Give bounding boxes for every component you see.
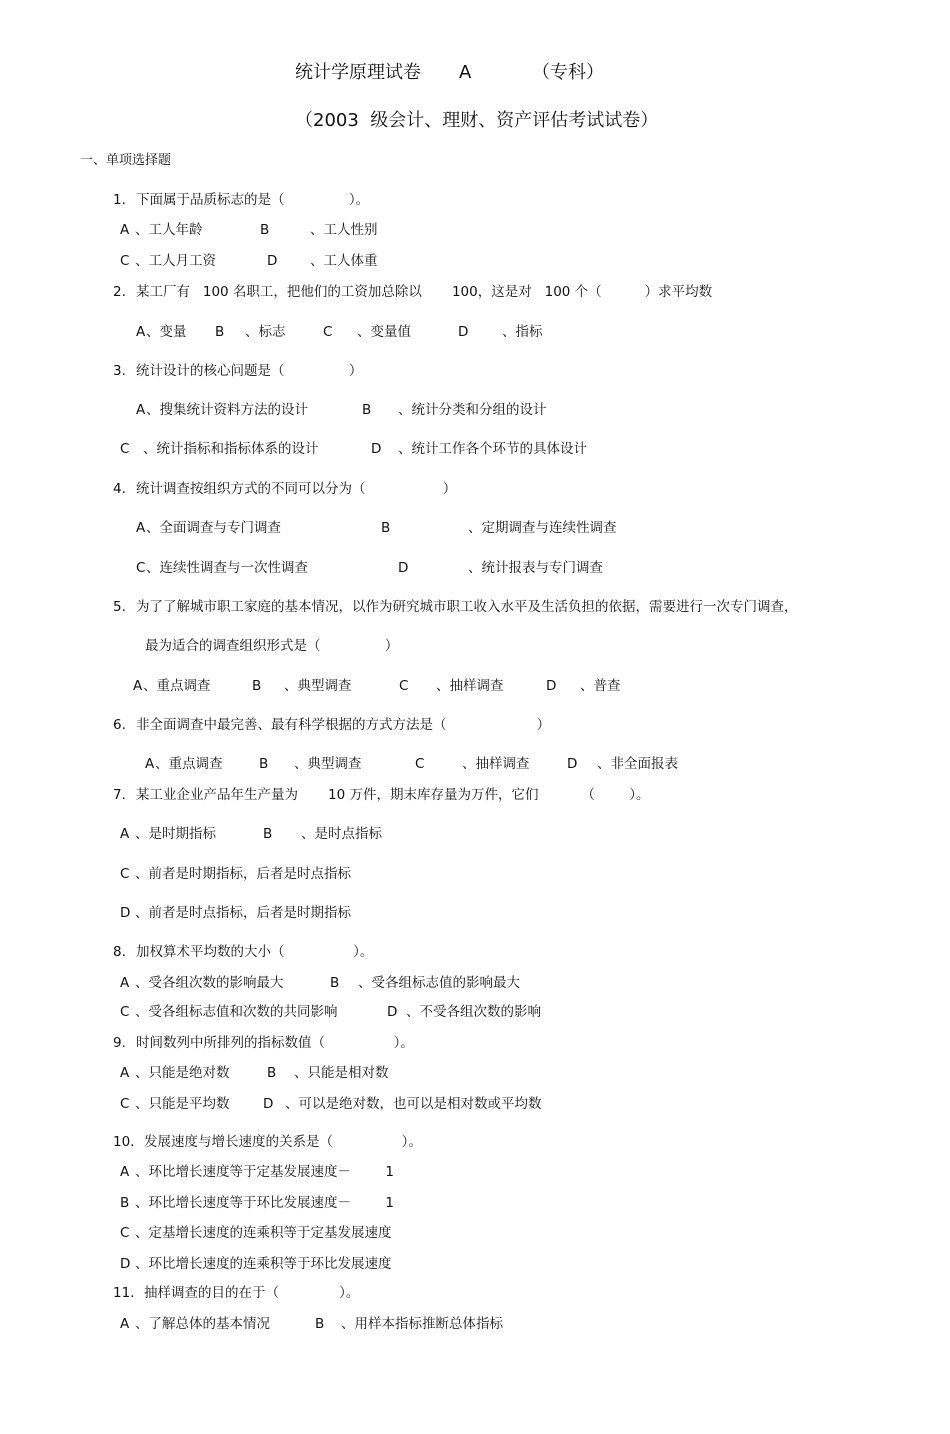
option-letter: C — [120, 1096, 130, 1112]
question-text: 抽样调查的目的在于（ ）。 — [144, 1285, 360, 1301]
option-text: 、统计指标和指标体系的设计 — [143, 441, 319, 457]
option-text: 、工人月工资 — [135, 253, 216, 269]
option-letter: A — [136, 324, 146, 340]
option-letter: B — [362, 402, 372, 418]
option-text: 、抽样调查 — [462, 756, 530, 772]
option-text: 、受各组标志值和次数的共同影响 — [135, 1004, 338, 1020]
option-text: 、环比增长速度等于环比发展速度－ 1 — [135, 1195, 394, 1211]
question-number: 7. — [113, 787, 126, 803]
option-letter: D — [546, 678, 557, 694]
option-text: 、统计工作各个环节的具体设计 — [398, 441, 587, 457]
question-text: 加权算术平均数的大小（ ）。 — [136, 944, 374, 960]
option-text: 、是时期指标 — [135, 826, 216, 842]
option-text: 、只能是绝对数 — [135, 1065, 230, 1081]
question-text: 时间数列中所排列的指标数值（ ）。 — [136, 1035, 414, 1051]
question-text: 非全面调查中最完善、最有科学根据的方式方法是（ ） — [136, 717, 551, 733]
option-text: 、变量值 — [357, 324, 411, 340]
option-text: 、标志 — [245, 324, 286, 340]
option-letter: C — [323, 324, 333, 340]
option-letter: C — [415, 756, 425, 772]
option-letter: D — [263, 1096, 274, 1112]
option-text: 、非全面报表 — [597, 756, 678, 772]
option-letter: C — [120, 1225, 130, 1241]
option-text: 、工人性别 — [310, 222, 378, 238]
option-text: 、前者是时点指标，后者是时期指标 — [135, 905, 351, 921]
option-text: 、指标 — [502, 324, 543, 340]
question-number: 5. — [113, 599, 126, 615]
option-text: 、不受各组次数的影响 — [406, 1004, 541, 1020]
question-number: 11. — [113, 1285, 135, 1301]
question-text-continued: 最为适合的调查组织形式是（ ） — [145, 638, 399, 654]
option-letter: C — [399, 678, 409, 694]
option-letter: B — [260, 222, 270, 238]
option-text: 、前者是时期指标，后者是时点指标 — [135, 866, 351, 882]
question-text: 统计设计的核心问题是（ ） — [136, 363, 363, 379]
option-text: 、重点调查 — [143, 678, 211, 694]
option-letter: B — [252, 678, 262, 694]
question-number: 9. — [113, 1035, 126, 1051]
option-letter: C — [120, 866, 130, 882]
option-letter: A — [120, 1065, 130, 1081]
option-letter: B — [259, 756, 269, 772]
question-text: 某工厂有 100 名职工，把他们的工资加总除以 100，这是对 100 个（ ）求平均数 — [136, 284, 713, 300]
option-letter: A — [120, 1316, 130, 1332]
question-number: 4. — [113, 481, 126, 497]
option-text: 、只能是平均数 — [135, 1096, 230, 1112]
section-heading: 一、单项选择题 — [80, 153, 172, 168]
option-letter: D — [567, 756, 578, 772]
option-text: 、环比增长速度等于定基发展速度－ 1 — [135, 1164, 394, 1180]
question-number: 8. — [113, 944, 126, 960]
option-letter: D — [387, 1004, 398, 1020]
option-letter: B — [215, 324, 225, 340]
option-text: 、环比增长速度的连乘积等于环比发展速度 — [135, 1256, 392, 1272]
option-letter: D — [371, 441, 382, 457]
option-letter: A — [120, 1164, 130, 1180]
option-letter: D — [120, 905, 131, 921]
exam-title: 统计学原理试卷 — [295, 62, 421, 83]
option-letter: D — [120, 1256, 131, 1272]
option-letter: B — [381, 520, 391, 536]
question-text: 某工业企业产品年生产量为 10 万件，期末库存量为万件，它们 （ ）。 — [136, 787, 650, 803]
option-letter: C — [120, 1004, 130, 1020]
option-text: 、受各组标志值的影响最大 — [358, 975, 520, 991]
question-number: 2. — [113, 284, 126, 300]
option-letter: A — [133, 678, 143, 694]
option-text: 、工人体重 — [310, 253, 378, 269]
option-text: 、连续性调查与一次性调查 — [146, 560, 308, 576]
option-text: 、典型调查 — [284, 678, 352, 694]
option-letter: B — [330, 975, 340, 991]
question-text: 下面属于品质标志的是（ ）。 — [136, 192, 370, 208]
option-text: 、定期调查与连续性调查 — [468, 520, 617, 536]
question-text: 统计调查按组织方式的不同可以分为（ ） — [136, 481, 457, 497]
option-text: 、受各组次数的影响最大 — [135, 975, 284, 991]
option-letter: C — [120, 441, 130, 457]
option-text: 、重点调查 — [155, 756, 223, 772]
option-letter: C — [120, 253, 130, 269]
option-letter: D — [267, 253, 278, 269]
option-letter: B — [315, 1316, 325, 1332]
option-letter: D — [458, 324, 469, 340]
option-letter: B — [267, 1065, 277, 1081]
option-letter: A — [120, 826, 130, 842]
option-text: 、典型调查 — [294, 756, 362, 772]
option-text: 、了解总体的基本情况 — [135, 1316, 270, 1332]
option-text: 、可以是绝对数，也可以是相对数或平均数 — [285, 1096, 542, 1112]
question-number: 3. — [113, 363, 126, 379]
option-text: 、全面调查与专门调查 — [146, 520, 281, 536]
option-letter: A — [136, 520, 146, 536]
question-number: 1. — [113, 192, 126, 208]
option-letter: A — [120, 222, 130, 238]
option-text: 、抽样调查 — [436, 678, 504, 694]
question-number: 6. — [113, 717, 126, 733]
option-letter: D — [398, 560, 409, 576]
option-letter: A — [136, 402, 146, 418]
option-letter: B — [263, 826, 273, 842]
option-text: 、是时点指标 — [301, 826, 382, 842]
option-text: 、定基增长速度的连乘积等于定基发展速度 — [135, 1225, 392, 1241]
option-text: 、变量 — [146, 324, 187, 340]
exam-level-note: （专科） — [532, 62, 604, 83]
option-letter: B — [120, 1195, 130, 1211]
exam-subtitle: （2003 级会计、理财、资产评估考试试卷） — [295, 110, 659, 131]
option-letter: A — [120, 975, 130, 991]
question-text: 为了了解城市职工家庭的基本情况，以作为研究城市职工收入水平及生活负担的依据，需要进行一次专门调查， — [136, 599, 798, 615]
option-letter: C — [136, 560, 146, 576]
option-text: 、工人年龄 — [135, 222, 203, 238]
question-text: 发展速度与增长速度的关系是（ ）。 — [144, 1134, 422, 1150]
exam-paper-letter: A — [459, 62, 472, 83]
option-text: 、用样本指标推断总体指标 — [341, 1316, 503, 1332]
option-text: 、统计报表与专门调查 — [468, 560, 603, 576]
option-text: 、搜集统计资料方法的设计 — [146, 402, 308, 418]
option-text: 、统计分类和分组的设计 — [398, 402, 547, 418]
question-number: 10. — [113, 1134, 135, 1150]
option-text: 、只能是相对数 — [294, 1065, 389, 1081]
option-letter: A — [145, 756, 155, 772]
option-text: 、普查 — [580, 678, 621, 694]
